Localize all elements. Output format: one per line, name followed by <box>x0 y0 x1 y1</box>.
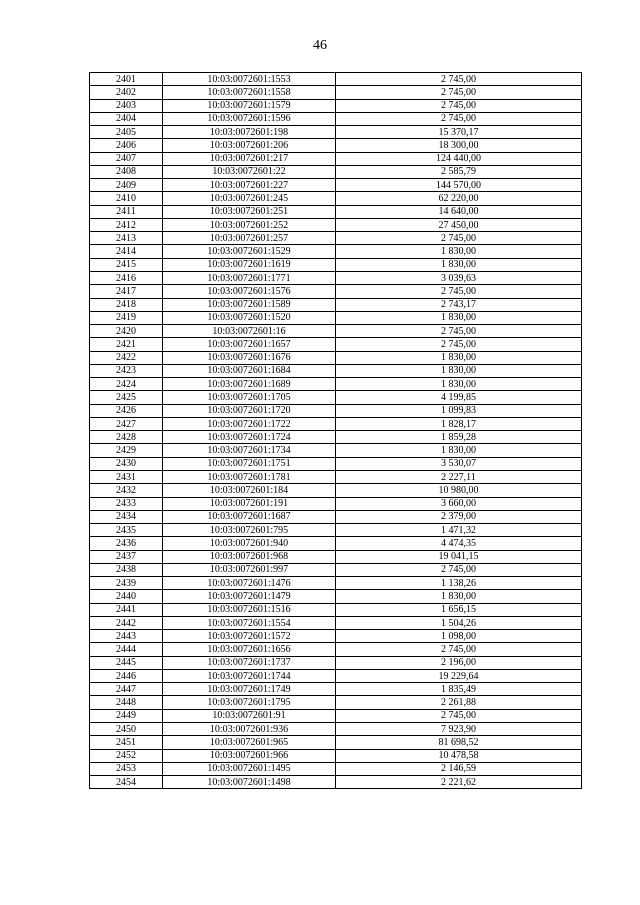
table-row <box>90 378 582 391</box>
cadastral-number-cell: 10:03:0072601:91 <box>163 709 336 722</box>
table-row <box>90 351 582 364</box>
value-cell: 7 923,90 <box>336 723 582 736</box>
row-number-cell: 2426 <box>90 404 163 417</box>
value-cell: 2 745,00 <box>336 338 582 351</box>
table-row <box>90 590 582 603</box>
table-row <box>90 736 582 749</box>
value-cell: 15 370,17 <box>336 126 582 139</box>
table-row <box>90 112 582 125</box>
row-number-cell: 2449 <box>90 709 163 722</box>
value-cell: 2 745,00 <box>336 709 582 722</box>
table-row <box>90 417 582 430</box>
table-row <box>90 99 582 112</box>
row-number-cell: 2417 <box>90 285 163 298</box>
value-cell: 1 830,00 <box>336 311 582 324</box>
value-cell: 81 698,52 <box>336 736 582 749</box>
table-row <box>90 152 582 165</box>
value-cell: 2 745,00 <box>336 86 582 99</box>
row-number-cell: 2401 <box>90 73 163 86</box>
cadastral-number-cell: 10:03:0072601:1553 <box>163 73 336 86</box>
value-cell: 1 830,00 <box>336 258 582 271</box>
table-row <box>90 245 582 258</box>
table-row <box>90 524 582 537</box>
row-number-cell: 2452 <box>90 749 163 762</box>
row-number-cell: 2402 <box>90 86 163 99</box>
row-number-cell: 2437 <box>90 550 163 563</box>
value-cell: 1 830,00 <box>336 351 582 364</box>
cadastral-number-cell: 10:03:0072601:1576 <box>163 285 336 298</box>
row-number-cell: 2415 <box>90 258 163 271</box>
cadastral-number-cell: 10:03:0072601:1572 <box>163 630 336 643</box>
row-number-cell: 2431 <box>90 470 163 483</box>
value-cell: 2 227,11 <box>336 470 582 483</box>
row-number-cell: 2410 <box>90 192 163 205</box>
table-row <box>90 391 582 404</box>
row-number-cell: 2414 <box>90 245 163 258</box>
value-cell: 3 660,00 <box>336 497 582 510</box>
value-cell: 4 474,35 <box>336 537 582 550</box>
table-row <box>90 364 582 377</box>
value-cell: 3 039,63 <box>336 271 582 284</box>
table-row <box>90 669 582 682</box>
row-number-cell: 2416 <box>90 271 163 284</box>
row-number-cell: 2434 <box>90 510 163 523</box>
table-row <box>90 484 582 497</box>
cadastral-number-cell: 10:03:0072601:191 <box>163 497 336 510</box>
value-cell: 2 261,88 <box>336 696 582 709</box>
row-number-cell: 2435 <box>90 524 163 537</box>
row-number-cell: 2406 <box>90 139 163 152</box>
value-cell: 2 221,62 <box>336 776 582 789</box>
table-row <box>90 258 582 271</box>
value-cell: 1 859,28 <box>336 431 582 444</box>
cadastral-number-cell: 10:03:0072601:936 <box>163 723 336 736</box>
table-row <box>90 444 582 457</box>
cadastral-number-cell: 10:03:0072601:1722 <box>163 417 336 430</box>
value-cell: 1 830,00 <box>336 245 582 258</box>
table-row <box>90 762 582 775</box>
cadastral-number-cell: 10:03:0072601:1795 <box>163 696 336 709</box>
cadastral-number-cell: 10:03:0072601:22 <box>163 165 336 178</box>
row-number-cell: 2403 <box>90 99 163 112</box>
table-row <box>90 497 582 510</box>
row-number-cell: 2442 <box>90 616 163 629</box>
table-row <box>90 470 582 483</box>
row-number-cell: 2443 <box>90 630 163 643</box>
value-cell: 2 146,59 <box>336 762 582 775</box>
cadastral-number-cell: 10:03:0072601:1751 <box>163 457 336 470</box>
table-row <box>90 696 582 709</box>
row-number-cell: 2450 <box>90 723 163 736</box>
table-row <box>90 192 582 205</box>
row-number-cell: 2408 <box>90 165 163 178</box>
cadastral-number-cell: 10:03:0072601:1589 <box>163 298 336 311</box>
value-cell: 1 828,17 <box>336 417 582 430</box>
cadastral-number-cell: 10:03:0072601:1596 <box>163 112 336 125</box>
row-number-cell: 2444 <box>90 643 163 656</box>
table-row <box>90 165 582 178</box>
table-row <box>90 749 582 762</box>
table-row <box>90 603 582 616</box>
row-number-cell: 2409 <box>90 179 163 192</box>
value-cell: 2 745,00 <box>336 112 582 125</box>
row-number-cell: 2418 <box>90 298 163 311</box>
value-cell: 2 585,79 <box>336 165 582 178</box>
row-number-cell: 2422 <box>90 351 163 364</box>
table-row <box>90 205 582 218</box>
table-body <box>90 73 582 789</box>
table-row <box>90 404 582 417</box>
cadastral-number-cell: 10:03:0072601:227 <box>163 179 336 192</box>
cadastral-number-cell: 10:03:0072601:997 <box>163 563 336 576</box>
cadastral-number-cell: 10:03:0072601:1656 <box>163 643 336 656</box>
table-row <box>90 723 582 736</box>
table-row <box>90 431 582 444</box>
table-row <box>90 643 582 656</box>
land-parcel-table <box>89 72 582 789</box>
cadastral-number-cell: 10:03:0072601:251 <box>163 205 336 218</box>
cadastral-number-cell: 10:03:0072601:1529 <box>163 245 336 258</box>
value-cell: 2 745,00 <box>336 325 582 338</box>
row-number-cell: 2427 <box>90 417 163 430</box>
value-cell: 19 041,15 <box>336 550 582 563</box>
row-number-cell: 2446 <box>90 669 163 682</box>
cadastral-number-cell: 10:03:0072601:1689 <box>163 378 336 391</box>
table-row <box>90 550 582 563</box>
value-cell: 1 099,83 <box>336 404 582 417</box>
row-number-cell: 2436 <box>90 537 163 550</box>
value-cell: 4 199,85 <box>336 391 582 404</box>
row-number-cell: 2412 <box>90 218 163 231</box>
cadastral-number-cell: 10:03:0072601:795 <box>163 524 336 537</box>
value-cell: 2 745,00 <box>336 232 582 245</box>
cadastral-number-cell: 10:03:0072601:1676 <box>163 351 336 364</box>
table-row <box>90 73 582 86</box>
row-number-cell: 2441 <box>90 603 163 616</box>
table-row <box>90 232 582 245</box>
cadastral-number-cell: 10:03:0072601:1771 <box>163 271 336 284</box>
value-cell: 1 504,26 <box>336 616 582 629</box>
value-cell: 10 478,58 <box>336 749 582 762</box>
value-cell: 1 656,15 <box>336 603 582 616</box>
value-cell: 2 743,17 <box>336 298 582 311</box>
value-cell: 10 980,00 <box>336 484 582 497</box>
cadastral-number-cell: 10:03:0072601:1749 <box>163 683 336 696</box>
table-row <box>90 630 582 643</box>
value-cell: 1 830,00 <box>336 444 582 457</box>
table-row <box>90 139 582 152</box>
table-row <box>90 616 582 629</box>
table-row <box>90 577 582 590</box>
table-row <box>90 179 582 192</box>
value-cell: 1 471,32 <box>336 524 582 537</box>
row-number-cell: 2445 <box>90 656 163 669</box>
row-number-cell: 2453 <box>90 762 163 775</box>
table-row <box>90 86 582 99</box>
cadastral-number-cell: 10:03:0072601:1724 <box>163 431 336 444</box>
cadastral-number-cell: 10:03:0072601:217 <box>163 152 336 165</box>
value-cell: 18 300,00 <box>336 139 582 152</box>
row-number-cell: 2438 <box>90 563 163 576</box>
row-number-cell: 2421 <box>90 338 163 351</box>
value-cell: 1 830,00 <box>336 590 582 603</box>
value-cell: 14 640,00 <box>336 205 582 218</box>
value-cell: 1 830,00 <box>336 378 582 391</box>
row-number-cell: 2454 <box>90 776 163 789</box>
cadastral-number-cell: 10:03:0072601:966 <box>163 749 336 762</box>
table-row <box>90 457 582 470</box>
table-row <box>90 709 582 722</box>
value-cell: 3 530,07 <box>336 457 582 470</box>
value-cell: 1 098,00 <box>336 630 582 643</box>
row-number-cell: 2428 <box>90 431 163 444</box>
value-cell: 1 835,49 <box>336 683 582 696</box>
value-cell: 27 450,00 <box>336 218 582 231</box>
value-cell: 62 220,00 <box>336 192 582 205</box>
row-number-cell: 2419 <box>90 311 163 324</box>
cadastral-number-cell: 10:03:0072601:206 <box>163 139 336 152</box>
value-cell: 1 830,00 <box>336 364 582 377</box>
row-number-cell: 2447 <box>90 683 163 696</box>
cadastral-number-cell: 10:03:0072601:1579 <box>163 99 336 112</box>
value-cell: 2 745,00 <box>336 643 582 656</box>
table-row <box>90 338 582 351</box>
table-row <box>90 537 582 550</box>
value-cell: 144 570,00 <box>336 179 582 192</box>
cadastral-number-cell: 10:03:0072601:965 <box>163 736 336 749</box>
cadastral-number-cell: 10:03:0072601:1781 <box>163 470 336 483</box>
row-number-cell: 2420 <box>90 325 163 338</box>
table-row <box>90 285 582 298</box>
cadastral-number-cell: 10:03:0072601:940 <box>163 537 336 550</box>
row-number-cell: 2429 <box>90 444 163 457</box>
cadastral-number-cell: 10:03:0072601:1495 <box>163 762 336 775</box>
row-number-cell: 2404 <box>90 112 163 125</box>
row-number-cell: 2430 <box>90 457 163 470</box>
table-row <box>90 656 582 669</box>
cadastral-number-cell: 10:03:0072601:1657 <box>163 338 336 351</box>
value-cell: 2 745,00 <box>336 285 582 298</box>
cadastral-number-cell: 10:03:0072601:1619 <box>163 258 336 271</box>
cadastral-number-cell: 10:03:0072601:1744 <box>163 669 336 682</box>
row-number-cell: 2433 <box>90 497 163 510</box>
value-cell: 124 440,00 <box>336 152 582 165</box>
table-row <box>90 510 582 523</box>
cadastral-number-cell: 10:03:0072601:245 <box>163 192 336 205</box>
cadastral-number-cell: 10:03:0072601:1479 <box>163 590 336 603</box>
row-number-cell: 2440 <box>90 590 163 603</box>
cadastral-number-cell: 10:03:0072601:1684 <box>163 364 336 377</box>
table-row <box>90 311 582 324</box>
value-cell: 2 745,00 <box>336 99 582 112</box>
cadastral-number-cell: 10:03:0072601:1516 <box>163 603 336 616</box>
cadastral-number-cell: 10:03:0072601:1498 <box>163 776 336 789</box>
cadastral-number-cell: 10:03:0072601:184 <box>163 484 336 497</box>
value-cell: 1 138,26 <box>336 577 582 590</box>
cadastral-number-cell: 10:03:0072601:1476 <box>163 577 336 590</box>
table-row <box>90 683 582 696</box>
row-number-cell: 2451 <box>90 736 163 749</box>
cadastral-number-cell: 10:03:0072601:198 <box>163 126 336 139</box>
cadastral-number-cell: 10:03:0072601:1520 <box>163 311 336 324</box>
table-row <box>90 325 582 338</box>
row-number-cell: 2407 <box>90 152 163 165</box>
row-number-cell: 2432 <box>90 484 163 497</box>
cadastral-number-cell: 10:03:0072601:1720 <box>163 404 336 417</box>
cadastral-number-cell: 10:03:0072601:16 <box>163 325 336 338</box>
row-number-cell: 2425 <box>90 391 163 404</box>
row-number-cell: 2424 <box>90 378 163 391</box>
value-cell: 19 229,64 <box>336 669 582 682</box>
row-number-cell: 2439 <box>90 577 163 590</box>
cadastral-number-cell: 10:03:0072601:1737 <box>163 656 336 669</box>
value-cell: 2 745,00 <box>336 73 582 86</box>
cadastral-number-cell: 10:03:0072601:1734 <box>163 444 336 457</box>
table-row <box>90 298 582 311</box>
cadastral-number-cell: 10:03:0072601:1554 <box>163 616 336 629</box>
page-number: 46 <box>313 38 327 53</box>
table-row <box>90 776 582 789</box>
row-number-cell: 2448 <box>90 696 163 709</box>
cadastral-number-cell: 10:03:0072601:252 <box>163 218 336 231</box>
table-row <box>90 126 582 139</box>
value-cell: 2 379,00 <box>336 510 582 523</box>
row-number-cell: 2423 <box>90 364 163 377</box>
table-row <box>90 218 582 231</box>
row-number-cell: 2405 <box>90 126 163 139</box>
cadastral-number-cell: 10:03:0072601:1687 <box>163 510 336 523</box>
value-cell: 2 196,00 <box>336 656 582 669</box>
cadastral-number-cell: 10:03:0072601:1558 <box>163 86 336 99</box>
table-row <box>90 271 582 284</box>
row-number-cell: 2411 <box>90 205 163 218</box>
cadastral-number-cell: 10:03:0072601:1705 <box>163 391 336 404</box>
cadastral-number-cell: 10:03:0072601:257 <box>163 232 336 245</box>
cadastral-number-cell: 10:03:0072601:968 <box>163 550 336 563</box>
row-number-cell: 2413 <box>90 232 163 245</box>
table-row <box>90 563 582 576</box>
value-cell: 2 745,00 <box>336 563 582 576</box>
